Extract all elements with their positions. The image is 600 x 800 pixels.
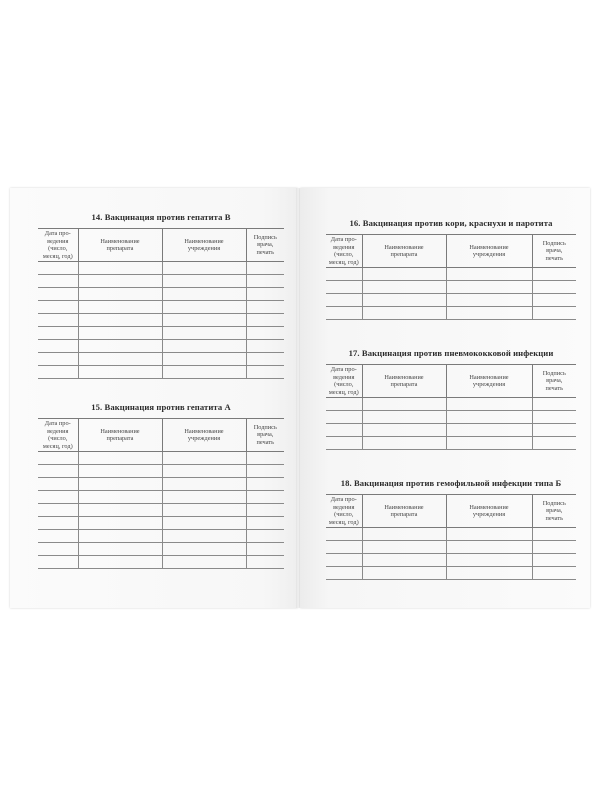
table-cell <box>532 281 576 294</box>
section-pneumococcal <box>326 348 576 450</box>
table-cell <box>78 491 162 504</box>
table-cell <box>38 543 78 556</box>
table-cell <box>78 530 162 543</box>
header-signature: Подпись врача, печать <box>532 495 576 528</box>
table-cell <box>78 556 162 569</box>
section-title: 14. Вакцинация против гепатита В <box>91 212 231 222</box>
table-cell <box>162 504 246 517</box>
header-institution: Наименование учреждения <box>162 229 246 262</box>
header-signature: Подпись врача, печать <box>532 235 576 268</box>
table-cell <box>78 340 162 353</box>
header-drug: Наименование препарата <box>78 229 162 262</box>
table-cell <box>246 543 284 556</box>
section-title: 16. Вакцинация против кори, краснухи и паротита <box>349 218 553 228</box>
table-cell <box>362 437 446 450</box>
table-cell <box>362 424 446 437</box>
table-cell <box>326 554 362 567</box>
table-cell <box>38 366 78 379</box>
table-cell <box>246 353 284 366</box>
table-cell <box>446 567 532 580</box>
table-row <box>326 411 576 424</box>
table-cell <box>246 301 284 314</box>
table-cell <box>246 327 284 340</box>
header-institution: Наименование учреждения <box>446 235 532 268</box>
table-cell <box>446 307 532 320</box>
table-row <box>326 541 576 554</box>
vaccination-table <box>38 418 284 569</box>
table-row <box>326 281 576 294</box>
table-row <box>38 504 284 517</box>
header-institution: Наименование учреждения <box>446 495 532 528</box>
table-row <box>326 437 576 450</box>
table-cell <box>38 478 78 491</box>
table-cell <box>78 366 162 379</box>
table-cell <box>246 478 284 491</box>
table-cell <box>38 301 78 314</box>
table-row <box>326 268 576 281</box>
table-cell <box>246 314 284 327</box>
table-row <box>38 517 284 530</box>
right-page <box>300 188 590 608</box>
table-cell <box>38 504 78 517</box>
table-cell <box>162 452 246 465</box>
table-cell <box>532 268 576 281</box>
header-institution: Наименование учреждения <box>162 419 246 452</box>
table-cell <box>326 281 362 294</box>
table-row <box>326 398 576 411</box>
table-cell <box>162 301 246 314</box>
header-date: Дата про- ведения (число, месяц, год) <box>326 495 362 528</box>
table-cell <box>326 307 362 320</box>
section-hepatitis-a <box>38 402 284 569</box>
table-cell <box>326 437 362 450</box>
table-cell <box>362 567 446 580</box>
table-cell <box>38 556 78 569</box>
table-cell <box>38 517 78 530</box>
header-signature: Подпись врача, печать <box>532 365 576 398</box>
table-cell <box>162 491 246 504</box>
table-cell <box>162 288 246 301</box>
header-signature: Подпись врача, печать <box>246 419 284 452</box>
header-date: Дата про- ведения (число, месяц, год) <box>38 229 78 262</box>
table-cell <box>78 327 162 340</box>
table-cell <box>162 517 246 530</box>
table-cell <box>246 491 284 504</box>
header-drug: Наименование препарата <box>78 419 162 452</box>
table-cell <box>446 437 532 450</box>
table-cell <box>532 554 576 567</box>
table-cell <box>78 301 162 314</box>
table-row <box>38 491 284 504</box>
table-row <box>38 452 284 465</box>
table-cell <box>78 478 162 491</box>
table-cell <box>326 294 362 307</box>
table-row <box>326 307 576 320</box>
section-hepatitis-b <box>38 212 284 379</box>
table-cell <box>326 424 362 437</box>
table-cell <box>162 530 246 543</box>
table-row <box>38 340 284 353</box>
header-date: Дата про- ведения (число, месяц, год) <box>326 235 362 268</box>
table-cell <box>446 398 532 411</box>
table-cell <box>326 528 362 541</box>
table-cell <box>362 541 446 554</box>
table-cell <box>246 504 284 517</box>
vaccination-table <box>326 364 576 450</box>
table-row <box>38 301 284 314</box>
table-cell <box>246 366 284 379</box>
table-cell <box>362 294 446 307</box>
table-row <box>326 554 576 567</box>
table-cell <box>246 452 284 465</box>
table-cell <box>446 268 532 281</box>
table-cell <box>362 398 446 411</box>
table-cell <box>532 411 576 424</box>
table-cell <box>326 567 362 580</box>
table-row <box>326 294 576 307</box>
table-row <box>38 314 284 327</box>
table-cell <box>38 288 78 301</box>
table-cell <box>326 398 362 411</box>
table-cell <box>162 353 246 366</box>
table-cell <box>162 340 246 353</box>
table-cell <box>162 543 246 556</box>
table-cell <box>38 275 78 288</box>
table-cell <box>38 452 78 465</box>
table-cell <box>446 424 532 437</box>
section-title: 15. Вакцинация против гепатита А <box>91 402 231 412</box>
table-cell <box>532 424 576 437</box>
table-cell <box>38 314 78 327</box>
header-drug: Наименование препарата <box>362 495 446 528</box>
header-institution: Наименование учреждения <box>446 365 532 398</box>
table-cell <box>162 314 246 327</box>
table-cell <box>38 262 78 275</box>
table-row <box>38 275 284 288</box>
section-haemophilus-b <box>326 478 576 580</box>
section-title: 17. Вакцинация против пневмококковой инфекции <box>348 348 554 358</box>
table-row <box>38 556 284 569</box>
table-cell <box>446 294 532 307</box>
table-cell <box>362 528 446 541</box>
table-cell <box>326 541 362 554</box>
vaccination-table <box>326 494 576 580</box>
table-cell <box>78 314 162 327</box>
section-measles-rubella-mumps <box>326 218 576 320</box>
vaccination-table <box>38 228 284 379</box>
table-cell <box>246 340 284 353</box>
open-booklet <box>10 188 590 608</box>
vaccination-table <box>326 234 576 320</box>
table-row <box>38 543 284 556</box>
table-row <box>326 528 576 541</box>
table-cell <box>162 262 246 275</box>
header-signature: Подпись врача, печать <box>246 229 284 262</box>
table-cell <box>162 478 246 491</box>
table-cell <box>532 528 576 541</box>
table-cell <box>532 541 576 554</box>
table-cell <box>38 353 78 366</box>
table-row <box>38 353 284 366</box>
table-cell <box>38 340 78 353</box>
table-cell <box>78 452 162 465</box>
table-cell <box>532 294 576 307</box>
table-cell <box>162 465 246 478</box>
table-cell <box>532 398 576 411</box>
table-cell <box>246 465 284 478</box>
table-cell <box>162 275 246 288</box>
table-row <box>38 262 284 275</box>
header-drug: Наименование препарата <box>362 365 446 398</box>
table-cell <box>446 541 532 554</box>
table-cell <box>246 556 284 569</box>
table-cell <box>326 268 362 281</box>
table-cell <box>162 327 246 340</box>
table-cell <box>78 288 162 301</box>
header-date: Дата про- ведения (число, месяц, год) <box>326 365 362 398</box>
table-row <box>326 424 576 437</box>
table-cell <box>38 491 78 504</box>
table-cell <box>532 437 576 450</box>
table-cell <box>38 465 78 478</box>
table-cell <box>246 517 284 530</box>
table-cell <box>78 543 162 556</box>
table-cell <box>246 275 284 288</box>
table-cell <box>446 554 532 567</box>
table-row <box>38 327 284 340</box>
table-cell <box>78 353 162 366</box>
table-row <box>38 465 284 478</box>
table-cell <box>38 530 78 543</box>
table-cell <box>532 567 576 580</box>
table-cell <box>362 281 446 294</box>
table-cell <box>78 262 162 275</box>
table-cell <box>162 366 246 379</box>
table-cell <box>326 411 362 424</box>
table-cell <box>38 327 78 340</box>
table-cell <box>78 504 162 517</box>
table-cell <box>246 288 284 301</box>
table-cell <box>362 411 446 424</box>
left-page <box>10 188 298 608</box>
table-cell <box>362 268 446 281</box>
table-cell <box>78 517 162 530</box>
table-cell <box>246 262 284 275</box>
table-row <box>326 567 576 580</box>
table-cell <box>446 528 532 541</box>
table-row <box>38 288 284 301</box>
table-cell <box>362 307 446 320</box>
table-cell <box>162 556 246 569</box>
section-title: 18. Вакцинация против гемофильной инфекции типа Б <box>340 478 562 488</box>
table-cell <box>78 465 162 478</box>
table-cell <box>362 554 446 567</box>
header-date: Дата про- ведения (число, месяц, год) <box>38 419 78 452</box>
table-row <box>38 478 284 491</box>
table-cell <box>446 411 532 424</box>
header-drug: Наименование препарата <box>362 235 446 268</box>
table-cell <box>246 530 284 543</box>
table-row <box>38 530 284 543</box>
table-cell <box>532 307 576 320</box>
table-cell <box>78 275 162 288</box>
table-row <box>38 366 284 379</box>
table-cell <box>446 281 532 294</box>
